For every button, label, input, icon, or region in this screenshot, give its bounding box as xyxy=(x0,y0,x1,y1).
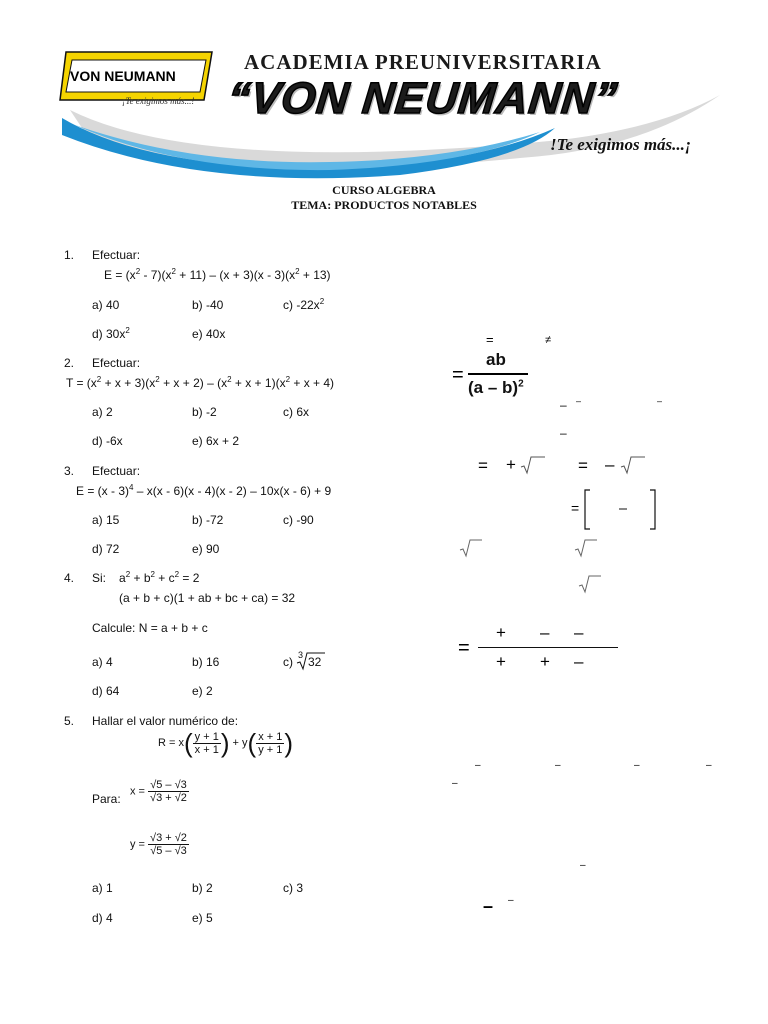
equals-sign: = xyxy=(458,637,470,659)
fraction-bar xyxy=(478,647,618,648)
option-a: a) 4 xyxy=(92,655,113,669)
course-title: CURSO ALGEBRA xyxy=(332,183,436,197)
expr-part-a: E = (x - 3) xyxy=(76,484,130,498)
problem-prompt: Efectuar: xyxy=(92,248,141,262)
option-b: b) 2 xyxy=(192,881,213,895)
option-d: d) 4 xyxy=(92,911,113,925)
problem-number: 1. xyxy=(64,248,75,262)
problem-prompt: Hallar el valor numérico de: xyxy=(92,714,239,728)
option-a: a) 2 xyxy=(92,405,113,419)
option-a: a) 1 xyxy=(92,881,113,895)
radical-icon xyxy=(459,538,483,558)
option-e: e) 2 xyxy=(192,684,213,698)
frac-numerator: ab xyxy=(486,350,506,369)
option-d: d) 64 xyxy=(92,684,120,698)
option-b: b) -40 xyxy=(192,298,224,312)
option-c: c) $-22x^2$ xyxy=(283,297,325,312)
minus-sign: – xyxy=(574,652,584,671)
equals-sign: = xyxy=(452,364,464,386)
plus-sign: + xyxy=(506,455,516,474)
radical-icon xyxy=(578,574,602,594)
fraction-ab xyxy=(468,346,532,404)
option-a: a) 40 xyxy=(92,298,120,312)
minus-sign: – xyxy=(483,896,494,916)
minus-sign: – xyxy=(605,455,615,474)
condition-2: (a + b + c)(1 + ab + bc + ca) = 32 xyxy=(119,591,296,605)
r-formula: R = x( $\frac{y + 1}{x + 1}$ ) + y( $\frac{x + 1}{y + 1}$ ) xyxy=(158,728,294,758)
minus-sign: – xyxy=(576,396,582,406)
logo-text: VON NEUMANN xyxy=(70,68,176,84)
plus-sign: + xyxy=(496,652,506,671)
problem-prompt: Efectuar: xyxy=(92,464,141,478)
option-b: b) 16 xyxy=(192,655,220,669)
option-d-text: d) 30x xyxy=(92,327,126,341)
den-text: (a – b) xyxy=(468,378,519,397)
equals-sign: = xyxy=(571,500,580,516)
expr-part-b: – x(x - 6)(x - 4)(x - 2) – 10x(x - 6) + 9 xyxy=(133,484,332,498)
minus-sign: – xyxy=(452,778,458,789)
fraction-bar xyxy=(468,373,528,375)
minus-sign: – xyxy=(560,398,567,412)
academy-name: “VON NEUMANN” xyxy=(225,74,621,123)
y-formula: y = $\frac{√3 + √2}{√5 - √3}$ xyxy=(130,832,187,857)
option-b: b) -2 xyxy=(192,405,217,419)
problem-expression: E = (x - 3)$^4$ – x(x - 6)(x - 4)(x - 2) – 10x(x - 6) + 9 xyxy=(76,483,332,498)
option-d: d) 72 xyxy=(92,542,120,556)
option-e: e) 6x + 2 xyxy=(192,434,240,448)
plus-sign: + xyxy=(496,623,506,642)
radical-icon xyxy=(520,455,546,475)
option-c: c) 3 xyxy=(283,881,304,895)
option-e: e) 40x xyxy=(192,327,226,341)
calculate-line: Calcule: N = a + b + c xyxy=(92,621,208,635)
problem-number: 3. xyxy=(64,464,75,478)
minus-sign: – xyxy=(580,860,586,871)
problem-expression: $E = (x^2 - 7)(x^2 + 11) - (x + 3)(x - 3)(x^2 + 13)$ xyxy=(104,267,331,282)
para-label: Para: xyxy=(92,792,121,806)
not-equal-sign: ≠ xyxy=(545,334,552,346)
problem-prompt: Si: xyxy=(92,571,107,585)
radical-icon xyxy=(620,455,646,475)
academy-title: ACADEMIA PREUNIVERSITARIA xyxy=(244,50,602,74)
minus-sign: – xyxy=(560,426,567,440)
problem-number: 4. xyxy=(64,571,75,585)
option-d: d) $30x^2$ xyxy=(92,326,130,341)
frac-denominator xyxy=(468,378,524,398)
option-c: c) 6x xyxy=(283,405,310,419)
minus-sign: – xyxy=(634,760,640,771)
option-e: e) 90 xyxy=(192,542,220,556)
x-formula: x = $\frac{√5 - √3}{√3 + √2}$ xyxy=(130,779,187,804)
radical-icon xyxy=(574,538,598,558)
equals-sign: = xyxy=(478,456,488,475)
minus-sign: – xyxy=(475,760,481,771)
plus-sign: + xyxy=(540,652,550,671)
equals-sign: = xyxy=(578,456,588,475)
header-banner xyxy=(0,0,768,180)
minus-sign: – xyxy=(540,623,550,642)
option-c: c) xyxy=(283,655,293,669)
condition-1: $a^2 + b^2 + c^2 = 2$ xyxy=(119,570,200,585)
equals-sign: = xyxy=(486,332,494,347)
option-c: c) -90 xyxy=(283,513,314,527)
logo-slogan: ¡Te exigimos más...! xyxy=(122,96,195,106)
bracket-expression xyxy=(582,488,660,532)
option-a: a) 15 xyxy=(92,513,120,527)
root-index: 3 xyxy=(298,650,304,660)
minus-sign: – xyxy=(555,760,561,771)
option-b: b) -72 xyxy=(192,513,224,527)
minus-sign: – xyxy=(574,623,584,642)
den-exponent: 2 xyxy=(518,378,524,390)
minus-sign: – xyxy=(706,760,712,771)
problem-expression: $T = (x^2 + x + 3)(x^2 + x + 2) - (x^2 + x + 1)(x^2 + x + 4)$ xyxy=(66,375,335,390)
problem-prompt: Efectuar: xyxy=(92,356,141,370)
slogan: !Te exigimos más...¡ xyxy=(550,135,692,154)
minus-sign: – xyxy=(657,396,663,406)
root-value: 32 xyxy=(308,655,322,669)
problem-number: 5. xyxy=(64,714,75,728)
minus-sign: – xyxy=(508,895,514,906)
option-d: d) -6x xyxy=(92,434,123,448)
option-e: e) 5 xyxy=(192,911,213,925)
problem-number: 2. xyxy=(64,356,75,370)
topic-title: TEMA: PRODUCTOS NOTABLES xyxy=(291,198,477,212)
